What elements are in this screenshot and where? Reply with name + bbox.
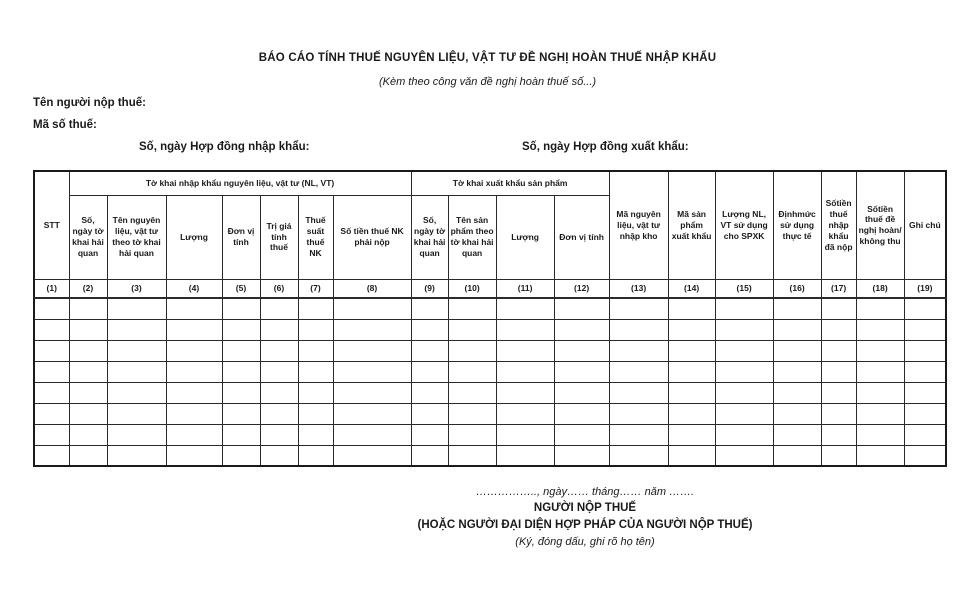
empty-cell xyxy=(166,424,222,445)
empty-cell xyxy=(448,340,496,361)
column-number: (1) xyxy=(34,279,69,298)
notes-header: Ghi chú xyxy=(904,171,946,279)
empty-cell xyxy=(222,361,260,382)
empty-cell xyxy=(715,319,773,340)
signature-block xyxy=(300,484,870,550)
import-contract-label: Số, ngày Hợp đồng nhập khẩu: xyxy=(139,141,310,153)
empty-cell xyxy=(856,361,904,382)
empty-cell xyxy=(904,382,946,403)
empty-cell xyxy=(107,340,166,361)
empty-cell xyxy=(107,424,166,445)
column-number: (7) xyxy=(298,279,333,298)
empty-cell xyxy=(69,403,107,424)
empty-cell xyxy=(448,319,496,340)
table-row xyxy=(34,319,946,340)
empty-cell xyxy=(166,319,222,340)
empty-cell xyxy=(333,424,411,445)
empty-cell xyxy=(904,361,946,382)
column-number: (5) xyxy=(222,279,260,298)
empty-cell xyxy=(773,445,821,466)
empty-cell xyxy=(166,403,222,424)
empty-cell xyxy=(69,361,107,382)
empty-cell xyxy=(821,340,856,361)
empty-cell xyxy=(260,382,298,403)
empty-cell xyxy=(333,382,411,403)
column-number: (9) xyxy=(411,279,448,298)
empty-cell xyxy=(260,298,298,319)
empty-cell xyxy=(496,382,554,403)
table-body xyxy=(34,298,946,466)
import-tax-payable-header: Số tiền thuế NK phải nộp xyxy=(333,195,411,279)
column-number: (10) xyxy=(448,279,496,298)
empty-cell xyxy=(821,298,856,319)
empty-cell xyxy=(333,340,411,361)
signer-title: NGƯỜI NỘP THUẾ xyxy=(533,502,637,514)
empty-cell xyxy=(904,340,946,361)
empty-cell xyxy=(222,403,260,424)
empty-cell xyxy=(715,361,773,382)
empty-cell xyxy=(222,298,260,319)
empty-cell xyxy=(609,319,668,340)
empty-cell xyxy=(298,445,333,466)
table-row xyxy=(34,424,946,445)
empty-cell xyxy=(222,445,260,466)
empty-cell xyxy=(496,361,554,382)
empty-cell xyxy=(69,319,107,340)
empty-cell xyxy=(856,403,904,424)
import-tax-rate-header: Thuế suất thuế NK xyxy=(298,195,333,279)
material-used-header: Lượng NL, VT sử dụng cho SPXK xyxy=(715,171,773,279)
empty-cell xyxy=(715,382,773,403)
product-code-header: Mã sản phẩm xuất khẩu xyxy=(668,171,715,279)
empty-cell xyxy=(260,445,298,466)
empty-cell xyxy=(668,445,715,466)
empty-cell xyxy=(609,340,668,361)
column-number: (17) xyxy=(821,279,856,298)
empty-cell xyxy=(904,298,946,319)
empty-cell xyxy=(821,424,856,445)
material-code-header: Mã nguyên liệu, vật tư nhập kho xyxy=(609,171,668,279)
empty-cell xyxy=(609,424,668,445)
empty-cell xyxy=(554,424,609,445)
empty-cell xyxy=(904,445,946,466)
page-title: BÁO CÁO TÍNH THUẾ NGUYÊN LIỆU, VẬT TƯ ĐỀ NGHỊ HOÀN THUẾ NHẬP KHẨU xyxy=(258,52,717,64)
empty-cell xyxy=(34,319,69,340)
empty-cell xyxy=(821,319,856,340)
empty-cell xyxy=(260,424,298,445)
empty-cell xyxy=(107,361,166,382)
empty-cell xyxy=(166,382,222,403)
empty-cell xyxy=(856,382,904,403)
empty-cell xyxy=(715,340,773,361)
empty-cell xyxy=(298,424,333,445)
import-declaration-group-header: Tờ khai nhập khẩu nguyên liệu, vật tư (NL, VT) xyxy=(69,171,411,195)
column-number: (2) xyxy=(69,279,107,298)
column-number: (16) xyxy=(773,279,821,298)
empty-cell xyxy=(821,382,856,403)
group-header-row xyxy=(34,171,946,195)
empty-cell xyxy=(69,382,107,403)
import-quantity-header: Lượng xyxy=(166,195,222,279)
taxable-value-header: Trị giá tính thuế xyxy=(260,195,298,279)
empty-cell xyxy=(411,361,448,382)
empty-cell xyxy=(715,298,773,319)
empty-cell xyxy=(107,382,166,403)
empty-cell xyxy=(609,361,668,382)
empty-cell xyxy=(260,319,298,340)
empty-cell xyxy=(773,361,821,382)
empty-cell xyxy=(668,424,715,445)
tax-report-table xyxy=(33,170,947,467)
column-number: (6) xyxy=(260,279,298,298)
table-row xyxy=(34,403,946,424)
empty-cell xyxy=(107,445,166,466)
empty-cell xyxy=(448,361,496,382)
column-number: (8) xyxy=(333,279,411,298)
empty-cell xyxy=(904,319,946,340)
empty-cell xyxy=(411,319,448,340)
empty-cell xyxy=(333,298,411,319)
column-number: (12) xyxy=(554,279,609,298)
empty-cell xyxy=(260,403,298,424)
empty-cell xyxy=(496,340,554,361)
tax-code-label: Mã số thuế: xyxy=(33,119,97,131)
empty-cell xyxy=(609,445,668,466)
empty-cell xyxy=(34,382,69,403)
empty-cell xyxy=(856,319,904,340)
empty-cell xyxy=(668,382,715,403)
empty-cell xyxy=(904,403,946,424)
empty-cell xyxy=(166,361,222,382)
empty-cell xyxy=(715,445,773,466)
empty-cell xyxy=(773,340,821,361)
empty-cell xyxy=(668,340,715,361)
empty-cell xyxy=(554,382,609,403)
column-number: (14) xyxy=(668,279,715,298)
empty-cell xyxy=(668,361,715,382)
empty-cell xyxy=(496,319,554,340)
date-line: …………….., ngày…… tháng…… năm ……. xyxy=(475,486,695,498)
empty-cell xyxy=(609,298,668,319)
material-name-header: Tên nguyên liệu, vật tư theo tờ khai hải quan xyxy=(107,195,166,279)
export-contract-label: Số, ngày Hợp đồng xuất khẩu: xyxy=(522,141,689,153)
actual-norm-header: Địnhmức sử dụng thực tế xyxy=(773,171,821,279)
empty-cell xyxy=(448,298,496,319)
table-header xyxy=(34,171,946,298)
empty-cell xyxy=(298,340,333,361)
empty-cell xyxy=(773,319,821,340)
empty-cell xyxy=(222,382,260,403)
column-number: (18) xyxy=(856,279,904,298)
empty-cell xyxy=(668,298,715,319)
empty-cell xyxy=(668,403,715,424)
empty-cell xyxy=(69,424,107,445)
empty-cell xyxy=(554,361,609,382)
empty-cell xyxy=(411,403,448,424)
empty-cell xyxy=(298,361,333,382)
import-declaration-no-header: Số, ngày tờ khai hải quan xyxy=(69,195,107,279)
table-row xyxy=(34,445,946,466)
empty-cell xyxy=(411,445,448,466)
empty-cell xyxy=(821,403,856,424)
empty-cell xyxy=(298,298,333,319)
empty-cell xyxy=(222,340,260,361)
empty-cell xyxy=(333,319,411,340)
empty-cell xyxy=(166,445,222,466)
export-declaration-no-header: Số, ngày tờ khai hải quan xyxy=(411,195,448,279)
empty-cell xyxy=(34,403,69,424)
stt-header: STT xyxy=(34,171,69,279)
empty-cell xyxy=(411,298,448,319)
empty-cell xyxy=(166,340,222,361)
empty-cell xyxy=(69,445,107,466)
empty-cell xyxy=(166,298,222,319)
empty-cell xyxy=(856,298,904,319)
signer-subtitle: (HOẶC NGƯỜI ĐẠI DIỆN HỢP PHÁP CỦA NGƯỜI NỘP THUẾ) xyxy=(417,519,753,531)
empty-cell xyxy=(904,424,946,445)
table-row xyxy=(34,361,946,382)
empty-cell xyxy=(260,361,298,382)
empty-cell xyxy=(715,403,773,424)
empty-cell xyxy=(69,298,107,319)
empty-cell xyxy=(107,403,166,424)
empty-cell xyxy=(773,424,821,445)
empty-cell xyxy=(448,445,496,466)
column-number: (11) xyxy=(496,279,554,298)
empty-cell xyxy=(298,403,333,424)
empty-cell xyxy=(333,403,411,424)
column-number: (4) xyxy=(166,279,222,298)
column-number: (15) xyxy=(715,279,773,298)
table-row xyxy=(34,340,946,361)
empty-cell xyxy=(856,424,904,445)
empty-cell xyxy=(260,340,298,361)
empty-cell xyxy=(34,340,69,361)
export-quantity-header: Lượng xyxy=(496,195,554,279)
empty-cell xyxy=(773,382,821,403)
empty-cell xyxy=(609,382,668,403)
empty-cell xyxy=(411,424,448,445)
empty-cell xyxy=(34,445,69,466)
export-declaration-group-header: Tờ khai xuất khẩu sản phẩm xyxy=(411,171,609,195)
empty-cell xyxy=(448,424,496,445)
empty-cell xyxy=(496,298,554,319)
empty-cell xyxy=(821,361,856,382)
empty-cell xyxy=(34,361,69,382)
empty-cell xyxy=(411,340,448,361)
empty-cell xyxy=(554,445,609,466)
column-number: (3) xyxy=(107,279,166,298)
empty-cell xyxy=(34,424,69,445)
import-unit-header: Đơn vị tính xyxy=(222,195,260,279)
empty-cell xyxy=(496,403,554,424)
empty-cell xyxy=(448,403,496,424)
empty-cell xyxy=(715,424,773,445)
paid-import-tax-header: Sốtiền thuế nhập khẩu đã nộp xyxy=(821,171,856,279)
empty-cell xyxy=(298,382,333,403)
export-unit-header: Đơn vị tính xyxy=(554,195,609,279)
empty-cell xyxy=(821,445,856,466)
empty-cell xyxy=(496,424,554,445)
column-number-row xyxy=(34,279,946,298)
empty-cell xyxy=(333,445,411,466)
refund-tax-header: Sốtiền thuế đề nghị hoàn/ không thu xyxy=(856,171,904,279)
empty-cell xyxy=(107,298,166,319)
empty-cell xyxy=(554,340,609,361)
empty-cell xyxy=(448,382,496,403)
empty-cell xyxy=(554,319,609,340)
empty-cell xyxy=(856,340,904,361)
sign-note: (Ký, đóng dấu, ghi rõ họ tên) xyxy=(515,536,655,548)
product-name-header: Tên sản phẩm theo tờ khai hải quan xyxy=(448,195,496,279)
empty-cell xyxy=(773,298,821,319)
empty-cell xyxy=(609,403,668,424)
empty-cell xyxy=(554,403,609,424)
empty-cell xyxy=(222,424,260,445)
column-number: (19) xyxy=(904,279,946,298)
page-subtitle: (Kèm theo công văn đề nghị hoàn thuế số...) xyxy=(378,76,597,88)
empty-cell xyxy=(69,340,107,361)
empty-cell xyxy=(773,403,821,424)
empty-cell xyxy=(333,361,411,382)
table-row xyxy=(34,382,946,403)
taxpayer-name-label: Tên người nộp thuế: xyxy=(33,97,146,109)
empty-cell xyxy=(222,319,260,340)
empty-cell xyxy=(107,319,166,340)
empty-cell xyxy=(411,382,448,403)
empty-cell xyxy=(496,445,554,466)
empty-cell xyxy=(34,298,69,319)
table-row xyxy=(34,298,946,319)
empty-cell xyxy=(554,298,609,319)
empty-cell xyxy=(298,319,333,340)
empty-cell xyxy=(668,319,715,340)
column-number: (13) xyxy=(609,279,668,298)
empty-cell xyxy=(856,445,904,466)
